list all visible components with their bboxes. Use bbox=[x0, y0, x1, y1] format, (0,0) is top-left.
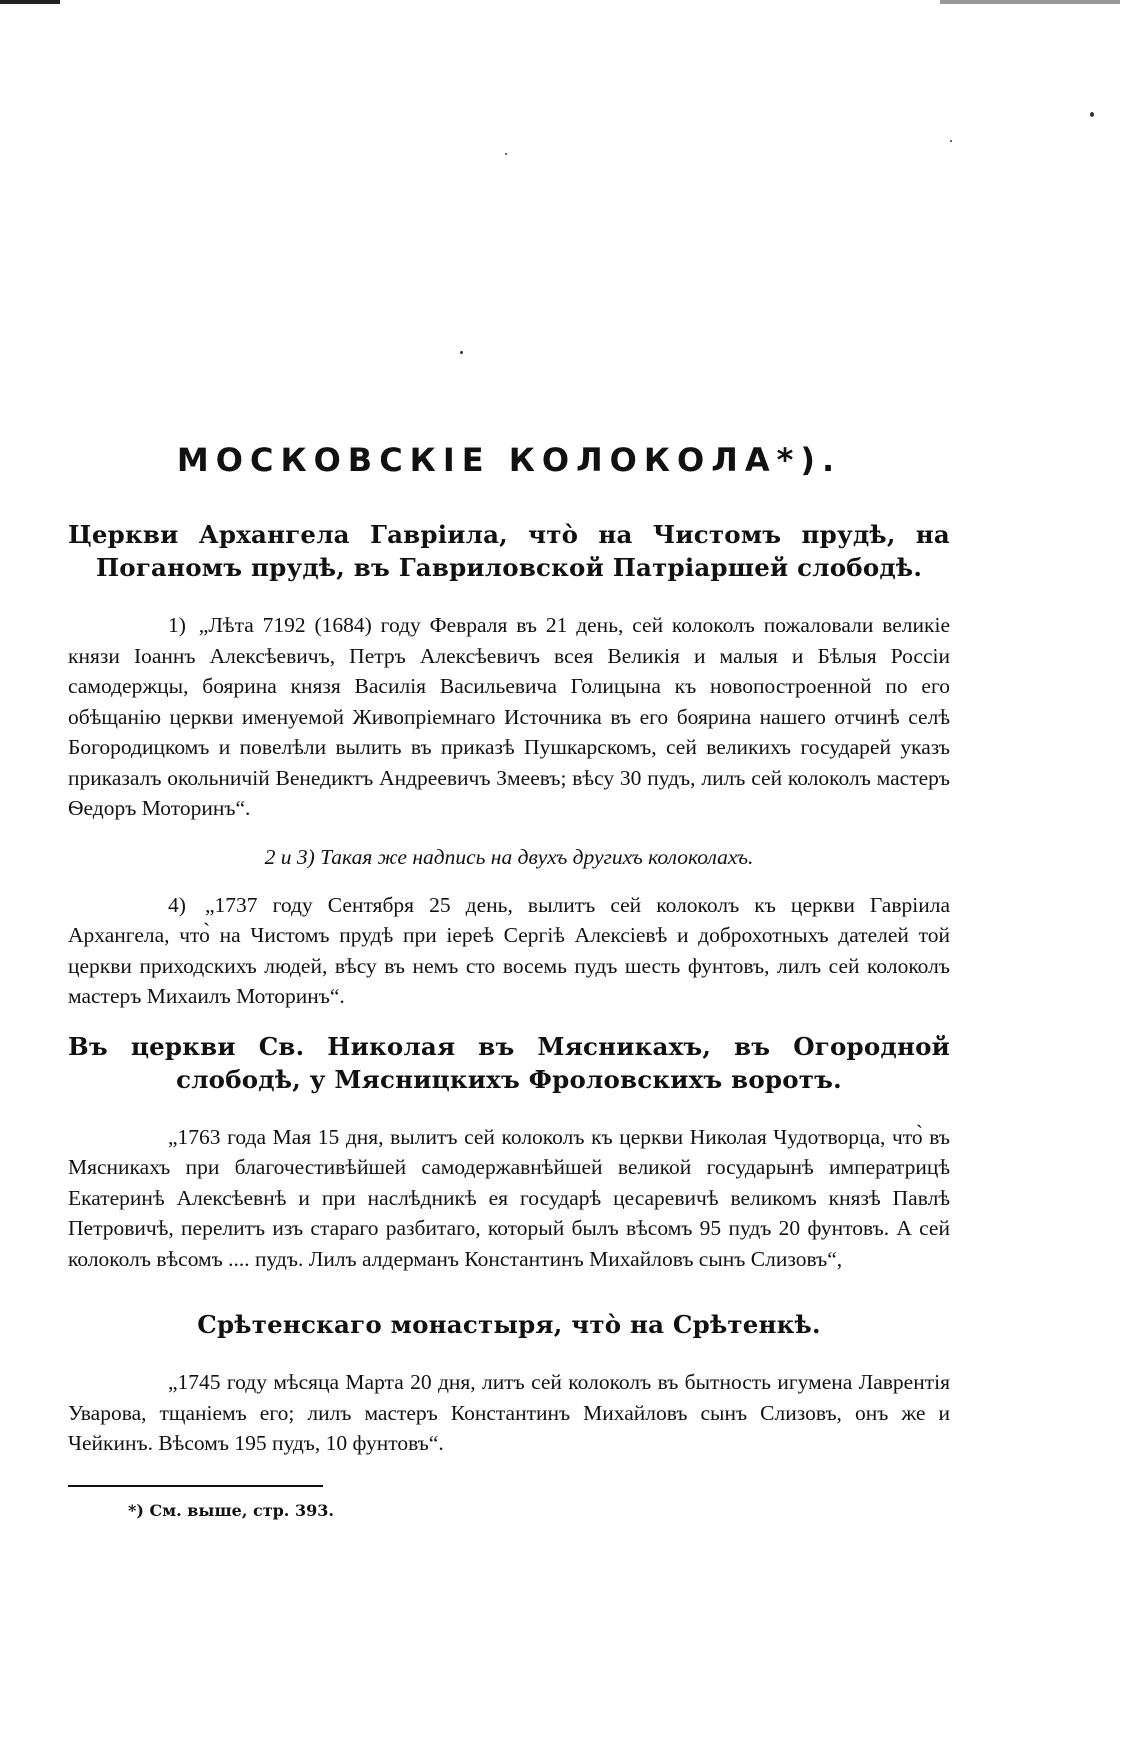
footnote: *) См. выше, стр. 393. bbox=[128, 1500, 334, 1520]
paragraph-text: „Лѣта 7192 (1684) году Февраля въ 21 день, сей колоколъ пожаловали великіе князи Іоаннъ Алексѣевичъ, Петръ Алексѣевичъ всея Великія и малыя и Бѣлыя Россіи самодержцы, боярина князя Василія Васильевича Голицына къ новопостроенной по его обѣщанію церкви именуемой Живопріемнаго Источника въ его боярина нашего отчинѣ селѣ Богородицкомъ и повелѣли вылить въ приказѣ Пушкарскомъ, сей великихъ государей указъ приказалъ окольничій Венедиктъ Андреевичъ Змеевъ; вѣсу 30 пудъ, лилъ сей колоколъ мастеръ Ѳедоръ Моторинъ“. bbox=[68, 613, 950, 820]
page-content bbox=[68, 440, 950, 1520]
paragraph-1 bbox=[68, 610, 950, 824]
top-edge-rule bbox=[0, 0, 1140, 4]
speck bbox=[1090, 112, 1094, 117]
footnote-rule bbox=[68, 1485, 323, 1487]
italic-note: 2 и 3) Такая же надпись на двухъ другихъ колоколахъ. bbox=[264, 844, 754, 869]
section-heading-gavriil: Церкви Архангела Гавріила, что̀ на Чистомъ прудѣ, на Поганомъ прудѣ, въ Гавриловской Патріаршей слободѣ. bbox=[68, 520, 950, 582]
paragraph-text: „1737 году Сентября 25 день, вылитъ сей колоколъ къ церкви Гавріила Архангела, что̀ на Чистомъ прудѣ при іереѣ Сергіѣ Алексіевѣ и доброхотныхъ дателей той церкви приходскихъ людей, вѣсу въ немъ сто восемь пудъ шесть фунтовъ, лилъ сей колоколъ мастеръ Михаилъ Моторинъ“. bbox=[68, 892, 951, 1008]
section-heading-sretensky: Срѣтенскаго монастыря, что̀ на Срѣтенкѣ. bbox=[197, 1310, 821, 1339]
section-heading-nikolai: Въ церкви Св. Николая въ Мясникахъ, въ Огородной слободѣ, у Мясницкихъ Фроловскихъ воротъ. bbox=[68, 1031, 950, 1094]
speck bbox=[505, 153, 507, 155]
paragraph-4 bbox=[68, 890, 950, 1012]
paragraph-number: 1) bbox=[168, 613, 186, 637]
speck bbox=[460, 351, 463, 354]
paragraph-nikolai: „1763 года Мая 15 дня, вылитъ сей колоколъ къ церкви Николая Чудотворца, что̀ въ Мясникахъ при благочестивѣйшей самодержавнѣйшей великой государынѣ императрицѣ Екатеринѣ Алексѣевнѣ и при наслѣдникѣ ея государѣ цесаревичѣ великомъ князѣ Павлѣ Петровичѣ, перелитъ изъ стараго разбитаго, который былъ вѣсомъ 95 пудъ 20 фунтовъ. А сей колоколъ вѣсомъ .... пудъ. Лилъ алдерманъ Константинъ Михайловъ сынъ Слизовъ“, bbox=[68, 1124, 950, 1271]
speck bbox=[950, 140, 952, 142]
paragraph-sretensky: „1745 году мѣсяца Марта 20 дня, литъ сей колоколъ въ бытность игумена Лаврентія Уварова, тщаніемъ его; лилъ мастеръ Константинъ Михайловъ сынъ Слизовъ, онъ же и Чейкинъ. Вѣсомъ 195 пудъ, 10 фунтовъ“. bbox=[68, 1370, 950, 1455]
page-title: МОСКОВСКІЕ КОЛОКОЛА*). bbox=[176, 441, 842, 479]
paragraph-number: 4) bbox=[168, 892, 186, 917]
